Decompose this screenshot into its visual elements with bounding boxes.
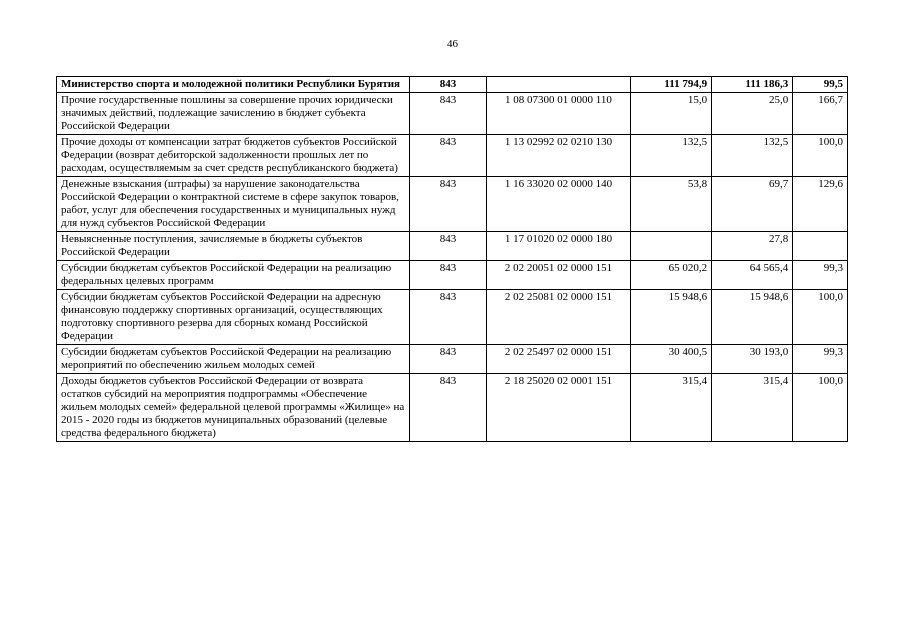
row-fact: 69,7 <box>712 177 793 232</box>
row-kbk: 2 02 25081 02 0000 151 <box>486 290 630 345</box>
ministry-kbk <box>486 77 630 93</box>
row-plan: 53,8 <box>630 177 711 232</box>
row-fact: 315,4 <box>712 374 793 442</box>
row-fact: 132,5 <box>712 135 793 177</box>
ministry-plan: 111 794,9 <box>630 77 711 93</box>
table-row <box>57 374 848 442</box>
row-code: 843 <box>409 93 486 135</box>
row-kbk: 1 16 33020 02 0000 140 <box>486 177 630 232</box>
row-plan: 65 020,2 <box>630 261 711 290</box>
row-kbk: 1 13 02992 02 0210 130 <box>486 135 630 177</box>
row-name: Денежные взыскания (штрафы) за нарушение законодательства Российской Федерации о контрактной системе в сфере закупок товаров, работ, услуг для обеспечения государственных и муниципальных нужд для нужд субъектов Российской Федерации <box>57 177 410 232</box>
row-kbk: 1 17 01020 02 0000 180 <box>486 232 630 261</box>
row-name: Прочие доходы от компенсации затрат бюджетов субъектов Российской Федерации (возврат дебиторской задолженности прошлых лет по расходам, осуществляемым за счет средств республиканского бюджета) <box>57 135 410 177</box>
row-kbk: 2 02 25497 02 0000 151 <box>486 345 630 374</box>
table-row <box>57 290 848 345</box>
row-name: Субсидии бюджетам субъектов Российской Федерации на реализацию мероприятий по обеспечению жильем молодых семей <box>57 345 410 374</box>
row-percent: 99,3 <box>793 261 848 290</box>
row-plan: 315,4 <box>630 374 711 442</box>
table-row <box>57 345 848 374</box>
row-kbk: 2 02 20051 02 0000 151 <box>486 261 630 290</box>
revenue-table-body <box>57 77 848 442</box>
row-code: 843 <box>409 177 486 232</box>
row-code: 843 <box>409 232 486 261</box>
page-number: 46 <box>447 38 458 50</box>
ministry-row <box>57 77 848 93</box>
row-code: 843 <box>409 345 486 374</box>
row-code: 843 <box>409 290 486 345</box>
row-fact: 15 948,6 <box>712 290 793 345</box>
row-plan: 30 400,5 <box>630 345 711 374</box>
row-percent: 100,0 <box>793 290 848 345</box>
row-name: Субсидии бюджетам субъектов Российской Федерации на реализацию федеральных целевых программ <box>57 261 410 290</box>
row-percent: 100,0 <box>793 374 848 442</box>
row-percent: 99,3 <box>793 345 848 374</box>
row-kbk: 1 08 07300 01 0000 110 <box>486 93 630 135</box>
row-name: Невыясненные поступления, зачисляемые в бюджеты субъектов Российской Федерации <box>57 232 410 261</box>
row-percent: 100,0 <box>793 135 848 177</box>
row-fact: 64 565,4 <box>712 261 793 290</box>
row-code: 843 <box>409 261 486 290</box>
ministry-code: 843 <box>409 77 486 93</box>
row-plan <box>630 232 711 261</box>
ministry-percent: 99,5 <box>793 77 848 93</box>
row-percent: 166,7 <box>793 93 848 135</box>
row-percent <box>793 232 848 261</box>
table-row <box>57 261 848 290</box>
row-plan: 15,0 <box>630 93 711 135</box>
ministry-name: Министерство спорта и молодежной политики Республики Бурятия <box>57 77 410 93</box>
row-fact: 25,0 <box>712 93 793 135</box>
row-code: 843 <box>409 135 486 177</box>
row-name: Прочие государственные пошлины за совершение прочих юридически значимых действий, подлежащие зачислению в бюджет субъекта Российской Федерации <box>57 93 410 135</box>
row-percent: 129,6 <box>793 177 848 232</box>
table-row <box>57 177 848 232</box>
row-plan: 132,5 <box>630 135 711 177</box>
table-row <box>57 93 848 135</box>
row-kbk: 2 18 25020 02 0001 151 <box>486 374 630 442</box>
row-fact: 30 193,0 <box>712 345 793 374</box>
row-code: 843 <box>409 374 486 442</box>
ministry-fact: 111 186,3 <box>712 77 793 93</box>
table-row <box>57 232 848 261</box>
revenue-table <box>56 76 848 442</box>
row-name: Доходы бюджетов субъектов Российской Федерации от возврата остатков субсидий на мероприятия подпрограммы «Обеспечение жильем молодых семей» федеральной целевой программы «Жилище» на 2015 - 2020 годы из бюджетов муниципальных образований (целевые средства федерального бюджета) <box>57 374 410 442</box>
table-row <box>57 135 848 177</box>
row-plan: 15 948,6 <box>630 290 711 345</box>
row-fact: 27,8 <box>712 232 793 261</box>
row-name: Субсидии бюджетам субъектов Российской Федерации на адресную финансовую поддержку спортивных организаций, осуществляющих подготовку спортивного резерва для сборных команд Российской Федерации <box>57 290 410 345</box>
